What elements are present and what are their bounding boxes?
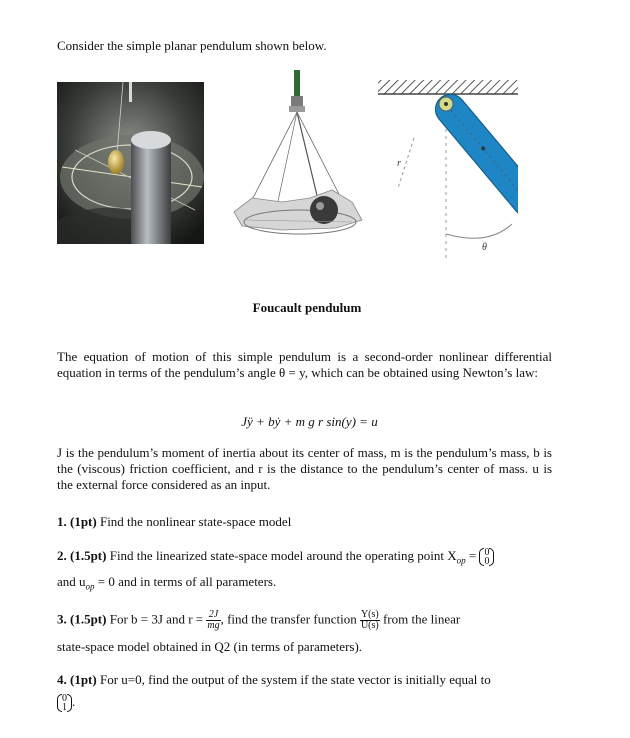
intro-text: Consider the simple planar pendulum shown below. (57, 38, 327, 53)
question-4-vector-line (57, 694, 75, 712)
q1-text: Find the nonlinear state-space model (99, 514, 292, 529)
question-4 (57, 672, 577, 688)
parameter-definitions: J is the pendulum’s moment of inertia about its center of mass, m is the pendulum’s mass, b is the (viscous) friction coefficient, and r is the distance to the pendulum’s center of mass. u is the external force considered as an input. (57, 445, 552, 492)
q4-vector-bottom: 1 (62, 702, 67, 714)
q2-text: Find the linearized state-space model around the operating point X (109, 548, 457, 563)
q2-operating-vector (479, 548, 494, 566)
q2-uop-subscript: op (85, 581, 95, 592)
q2-line2-b: = 0 and in terms of all parameters. (94, 574, 277, 589)
q3-frac1-den: mg (207, 620, 220, 631)
equation-of-motion: Jÿ + bẏ + m g r sin(y) = u (241, 414, 378, 429)
q2-vector-top: 0 (484, 547, 490, 559)
figure-caption: Foucault pendulum (252, 300, 362, 315)
diagram-label-theta: θ (482, 242, 487, 253)
question-3-line2: state-space model obtained in Q2 (in terms of parameters). (57, 639, 363, 654)
q3-frac2-num: Y(s) (360, 609, 379, 620)
q3-label: 3. (1.5pt) (57, 611, 107, 627)
pendulum-apparatus-photo (212, 70, 372, 248)
q2-line2-a: and u (57, 574, 86, 589)
q2-op-subscript: op (456, 555, 466, 566)
q2-vector-bottom: 0 (484, 556, 490, 568)
q3-fraction-tf (360, 610, 380, 631)
q3-text-a: For b = 3J and r = (109, 611, 207, 627)
q4-initial-state-vector (57, 694, 72, 712)
q2-equals: = (465, 548, 480, 563)
q3-frac2-den: U(s) (360, 620, 379, 631)
question-3 (57, 610, 577, 631)
q4-vector-top: 0 (62, 693, 67, 705)
q3-fraction-r (206, 610, 220, 631)
question-2 (57, 548, 567, 569)
diagram-label-r: r (397, 158, 401, 169)
q2-label: 2. (1.5pt) (57, 548, 107, 563)
q4-text: For u=0, find the output of the system if the state vector is initially equal to (99, 672, 491, 687)
q3-text-c: from the linear (379, 611, 461, 627)
q4-period: . (72, 694, 76, 709)
foucault-museum-photo (57, 82, 204, 244)
pendulum-diagram (378, 74, 518, 258)
question-1 (57, 514, 557, 530)
question-2-line2 (57, 574, 557, 595)
eom-intro: The equation of motion of this simple pendulum is a second-order nonlinear differential equation in terms of the pendulum’s angle θ = y, which can be obtained using Newton’s law: (57, 349, 552, 380)
q3-frac1-num: 2J (206, 610, 220, 621)
q1-label: 1. (1pt) (57, 514, 97, 529)
q4-label: 4. (1pt) (57, 672, 97, 687)
q3-text-b: , find the transfer function (220, 611, 360, 627)
